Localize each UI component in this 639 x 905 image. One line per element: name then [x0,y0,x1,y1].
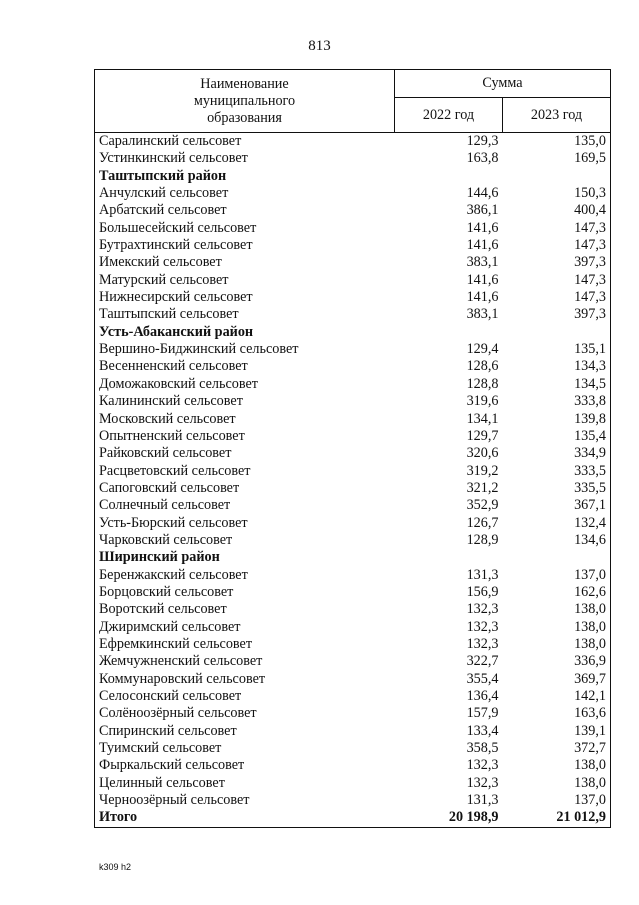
table-row [95,220,611,237]
municipality-name: Сапоговский сельсовет [95,480,395,497]
value-2023: 134,5 [503,376,611,393]
value-2022: 129,7 [466,427,499,444]
value-2022: 132,3 [466,618,499,635]
value-2023: 137,0 [503,792,611,809]
value-2023: 132,4 [503,515,611,532]
value-2023: 369,7 [503,671,611,688]
municipality-name: Солёноозёрный сельсовет [95,705,395,722]
value-2023: 400,4 [503,202,611,219]
municipality-name: Бутрахтинский сельсовет [95,237,395,254]
total-label: Итого [95,809,395,827]
value-2022: 141,6 [466,271,499,288]
value-2022: 322,7 [466,653,499,670]
table-body [95,133,611,828]
section-row [95,324,611,341]
value-2022: 128,8 [466,375,499,392]
table-row [95,740,611,757]
value-2022: 358,5 [466,740,499,757]
table-row [95,411,611,428]
value-2023: 138,0 [503,775,611,792]
table-row [95,376,611,393]
table-row [95,792,611,809]
value-2022: 352,9 [466,497,499,514]
table-row [95,202,611,219]
header-year-2022: 2022 год [395,98,503,133]
table-row [95,567,611,584]
municipality-name: Воротский сельсовет [95,601,395,618]
municipality-name: Джиримский сельсовет [95,619,395,636]
value-2023: 397,3 [503,306,611,323]
municipality-name: Селосонский сельсовет [95,688,395,705]
value-2022: 133,4 [466,722,499,739]
municipality-name: Жемчужненский сельсовет [95,653,395,670]
municipality-name: Расцветовский сельсовет [95,463,395,480]
header-sum: Сумма [395,70,611,98]
value-2023: 138,0 [503,636,611,653]
municipality-name: Борцовский сельсовет [95,584,395,601]
municipality-name: Матурский сельсовет [95,272,395,289]
value-2023: 134,6 [503,532,611,549]
table-row [95,653,611,670]
municipality-name: Ефремкинский сельсовет [95,636,395,653]
value-2023: 138,0 [503,601,611,618]
value-2022: 141,6 [466,289,499,306]
table-row [95,723,611,740]
table-row [95,515,611,532]
value-2023: 334,9 [503,445,611,462]
value-2022: 129,4 [466,341,499,358]
table-row [95,497,611,514]
municipality-name: Большесейский сельсовет [95,220,395,237]
budget-table [94,69,611,828]
municipality-name: Доможаковский сельсовет [95,376,395,393]
municipality-name: Московский сельсовет [95,411,395,428]
municipality-name: Целинный сельсовет [95,775,395,792]
value-2022: 386,1 [466,202,499,219]
district-name: Ширинский район [95,549,395,566]
value-2023: 335,5 [503,480,611,497]
table-row [95,150,611,167]
value-2023: 333,5 [503,463,611,480]
table-row [95,428,611,445]
value-2023: 134,3 [503,358,611,375]
table-row [95,358,611,375]
value-2023: 336,9 [503,653,611,670]
value-2023: 135,4 [503,428,611,445]
value-2022: 321,2 [466,479,499,496]
value-2022: 131,3 [466,792,499,809]
value-2022: 319,6 [466,393,499,410]
table-row [95,237,611,254]
value-2023: 169,5 [503,150,611,167]
value-2022: 131,3 [466,566,499,583]
value-2023 [503,324,611,341]
value-2023: 150,3 [503,185,611,202]
table-row [95,584,611,601]
municipality-name: Арбатский сельсовет [95,202,395,219]
table-row [95,133,611,151]
municipality-name: Чарковский сельсовет [95,532,395,549]
value-2023: 163,6 [503,705,611,722]
district-name: Усть-Абаканский район [95,324,395,341]
table-row [95,705,611,722]
value-2022: 134,1 [466,410,499,427]
value-2022: 383,1 [466,306,499,323]
municipality-name: Саралинский сельсовет [95,133,395,151]
value-2023: 135,1 [503,341,611,358]
value-2023: 137,0 [503,567,611,584]
table-row [95,619,611,636]
value-2022: 129,3 [466,133,499,149]
municipality-name: Калининский сельсовет [95,393,395,410]
value-2022: 157,9 [466,705,499,722]
value-2022: 141,6 [466,237,499,254]
value-2023 [503,168,611,185]
value-2023: 147,3 [503,289,611,306]
value-2023: 138,0 [503,757,611,774]
municipality-name: Фыркальский сельсовет [95,757,395,774]
value-2022: 156,9 [466,583,499,600]
value-2022: 320,6 [466,445,499,462]
municipality-name: Спиринский сельсовет [95,723,395,740]
table-row [95,532,611,549]
value-2023: 147,3 [503,272,611,289]
value-2022: 355,4 [466,670,499,687]
value-2023: 372,7 [503,740,611,757]
table-row [95,757,611,774]
value-2022: 136,4 [466,688,499,704]
table-row [95,254,611,271]
header-name-column: Наименование муниципального образования [95,70,395,133]
value-2022: 132,3 [466,601,499,618]
municipality-name: Вершино-Биджинский сельсовет [95,341,395,358]
municipality-name: Беренжакский сельсовет [95,567,395,584]
value-2022: 20 198,9 [395,809,503,827]
municipality-name: Солнечный сельсовет [95,497,395,514]
value-2023: 147,3 [503,220,611,237]
municipality-name: Весенненский сельсовет [95,358,395,375]
table-row [95,306,611,323]
table-row [95,272,611,289]
table-row [95,480,611,497]
municipality-name: Черноозёрный сельсовет [95,792,395,809]
value-2023: 135,0 [503,133,611,151]
value-2023 [503,549,611,566]
value-2022: 128,9 [466,531,499,548]
value-2022 [395,168,503,185]
value-2022: 141,6 [466,219,499,236]
value-2023: 162,6 [503,584,611,601]
value-2023: 147,3 [503,237,611,254]
municipality-name: Имекский сельсовет [95,254,395,271]
value-2023: 367,1 [503,497,611,514]
value-2022: 132,3 [466,757,499,774]
value-2023: 142,1 [503,688,611,705]
value-2023: 397,3 [503,254,611,271]
table-row [95,393,611,410]
value-2022: 126,7 [466,514,499,531]
table-row [95,671,611,688]
value-2022: 319,2 [466,462,499,479]
page-number: 813 [308,38,331,54]
table-row [95,445,611,462]
table-row [95,463,611,480]
total-row [95,809,611,827]
table-row [95,341,611,358]
section-row [95,549,611,566]
table-row [95,775,611,792]
value-2023: 139,1 [503,723,611,740]
municipality-name: Таштыпский сельсовет [95,306,395,323]
value-2022: 163,8 [466,150,499,167]
municipality-name: Коммунаровский сельсовет [95,671,395,688]
municipality-name: Нижнесирский сельсовет [95,289,395,306]
municipality-name: Опытненский сельсовет [95,428,395,445]
value-2023: 333,8 [503,393,611,410]
value-2022: 132,3 [466,635,499,652]
table-row [95,688,611,705]
value-2022: 144,6 [466,185,499,202]
value-2022: 383,1 [466,254,499,271]
table-row [95,601,611,618]
header-year-2023: 2023 год [503,98,611,133]
table-row [95,289,611,306]
municipality-name: Райковский сельсовет [95,445,395,462]
footer-code: k309 h2 [99,862,132,872]
value-2022 [395,549,503,566]
table-row [95,185,611,202]
municipality-name: Устинкинский сельсовет [95,150,395,167]
value-2022 [395,324,503,341]
district-name: Таштыпский район [95,168,395,185]
municipality-name: Туимский сельсовет [95,740,395,757]
value-2023: 139,8 [503,411,611,428]
table-row [95,636,611,653]
value-2023: 138,0 [503,619,611,636]
value-2022: 132,3 [466,774,499,791]
section-row [95,168,611,185]
municipality-name: Анчулский сельсовет [95,185,395,202]
value-2022: 128,6 [466,358,499,375]
municipality-name: Усть-Бюрский сельсовет [95,515,395,532]
value-2023: 21 012,9 [503,809,611,827]
